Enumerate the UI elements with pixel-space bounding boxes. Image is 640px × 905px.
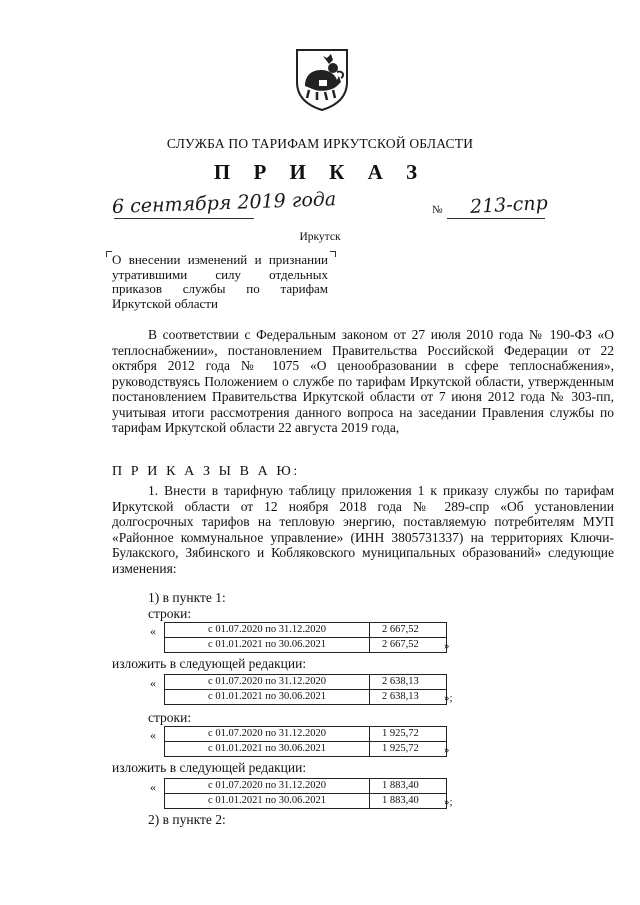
subject-corner-right xyxy=(330,251,336,257)
replace-label: изложить в следующей редакции: xyxy=(112,760,307,775)
table-row xyxy=(165,727,447,742)
tariff-table-4 xyxy=(164,778,447,809)
close-quote: » xyxy=(444,744,450,756)
handwritten-number: 213-спр xyxy=(469,191,549,219)
rows-label: строки: xyxy=(148,606,192,621)
open-quote: « xyxy=(150,780,156,794)
close-quote: » xyxy=(444,640,450,652)
value-cell: 2 638,13 xyxy=(370,675,447,690)
number-underline xyxy=(447,218,545,219)
open-quote: « xyxy=(150,676,156,690)
orders-heading: П Р И К А З Ы В А Ю: xyxy=(112,464,300,479)
preamble-paragraph: В соответствии с Федеральным законом от 27 июля 2010 года № 190-ФЗ «О теплоснабжении», постановлением Правительства Российской Федерации от 22 октября 2012 года № 1075 «О ценообразовании в сфере теплоснабжения», руководствуясь Положением о службе по тарифам Иркутской области, утвержденным постановлением Правительства Иркутской области от 7 июня 2012 года № 303-пп, учитывая итоги рассмотрения данного вопроса на заседании Правления службы по тарифам Иркутской области 22 августа 2019 года, xyxy=(112,327,614,435)
period-cell: с 01.07.2020 по 31.12.2020 xyxy=(165,623,370,638)
item-1-paragraph: 1. Внести в тарифную таблицу приложения 1 к приказу службы по тарифам Иркутской области от 12 ноября 2018 года № 289-спр «Об установлении долгосрочных тарифов на тепловую энергию, поставляемую потребителям МУП «Районное коммунальное управление» (ИНН 3805731337) на территориях Ключи-Булакского, Зябинского и Кобляковского муниципальных образований» следующие изменения: xyxy=(112,483,614,576)
value-cell: 2 638,13 xyxy=(370,690,447,705)
table-row xyxy=(165,675,447,690)
value-cell: 1 883,40 xyxy=(370,779,447,794)
value-cell: 1 925,72 xyxy=(370,727,447,742)
period-cell: с 01.01.2021 по 30.06.2021 xyxy=(165,742,370,757)
tariff-table-1 xyxy=(164,622,447,653)
document-type-title: П Р И К А З xyxy=(213,160,427,184)
period-cell: с 01.01.2021 по 30.06.2021 xyxy=(165,638,370,653)
close-quote-semicolon: »; xyxy=(444,796,453,808)
value-cell: 2 667,52 xyxy=(370,638,447,653)
date-underline xyxy=(114,218,254,219)
period-cell: с 01.07.2020 по 31.12.2020 xyxy=(165,779,370,794)
subitem-1: 1) в пункте 1: xyxy=(148,590,226,605)
table-row xyxy=(165,690,447,705)
table-row xyxy=(165,638,447,653)
table-row xyxy=(165,742,447,757)
period-cell: с 01.07.2020 по 31.12.2020 xyxy=(165,675,370,690)
table-row xyxy=(165,794,447,809)
replace-label: изложить в следующей редакции: xyxy=(112,656,307,671)
subitem-2: 2) в пункте 2: xyxy=(148,812,226,827)
value-cell: 1 925,72 xyxy=(370,742,447,757)
period-cell: с 01.01.2021 по 30.06.2021 xyxy=(165,794,370,809)
value-cell: 2 667,52 xyxy=(370,623,447,638)
city-name: Иркутск xyxy=(299,231,341,243)
period-cell: с 01.01.2021 по 30.06.2021 xyxy=(165,690,370,705)
number-sign: № xyxy=(432,204,443,216)
rows-label: строки: xyxy=(148,710,192,725)
period-cell: с 01.07.2020 по 31.12.2020 xyxy=(165,727,370,742)
agency-name: СЛУЖБА ПО ТАРИФАМ ИРКУТСКОЙ ОБЛАСТИ xyxy=(166,136,474,151)
document-subject: О внесении изменений и признании утратившими силу отдельных приказов службы по тарифам Иркутской области xyxy=(112,252,328,311)
open-quote: « xyxy=(150,624,156,638)
open-quote: « xyxy=(150,728,156,742)
table-row xyxy=(165,779,447,794)
tariff-table-2 xyxy=(164,674,447,705)
close-quote-semicolon: »; xyxy=(444,692,453,704)
handwritten-date: 6 сентября 2019 года xyxy=(111,188,337,218)
table-row xyxy=(165,623,447,638)
value-cell: 1 883,40 xyxy=(370,794,447,809)
tariff-table-3 xyxy=(164,726,447,757)
coat-of-arms-emblem xyxy=(293,46,351,112)
